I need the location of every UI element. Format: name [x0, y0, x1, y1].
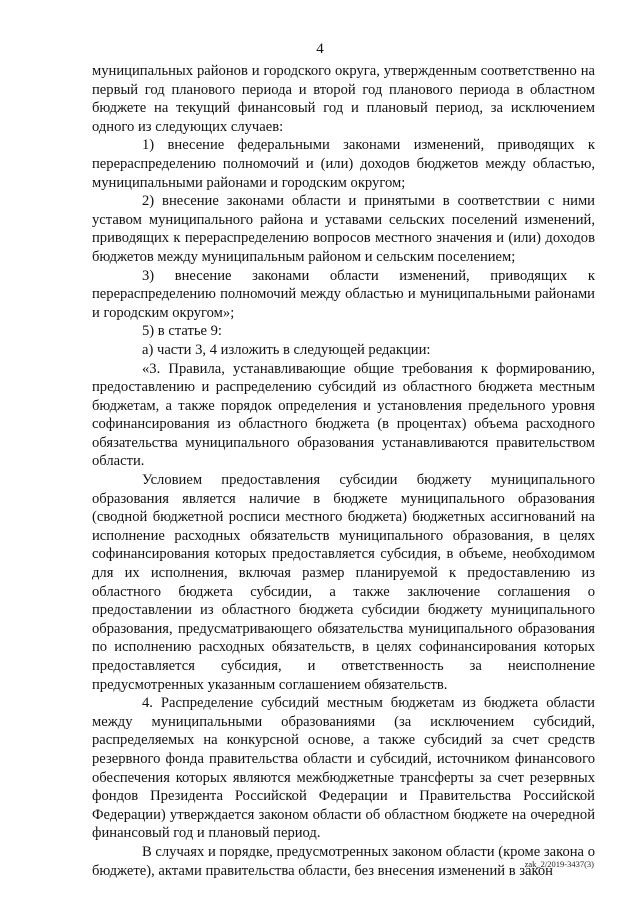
paragraph: муниципальных районов и городского округа, утвержденным соответственно на первый год планового периода и второй год планового периода в областном бюджете на текущий финансовый год и плановый период, за исключением одного из следующих случаев:: [92, 63, 595, 135]
document-code: zak_2/2019-3437(3): [524, 859, 594, 869]
paragraph: Условием предоставления субсидии бюджету муниципального образования является наличие в бюджете муниципального образования (сводной бюджетной росписи местного бюджета) бюджетных ассигнований на исполнение расходных обязательств муниципального образования, в целях софинансирования которых предоставляется субсидия, в объеме, необходимом для их исполнения, включая размер планируемой к предоставлению из областного бюджета субсидии, а также заключение соглашения о предоставлении из областного бюджета субсидии бюджету муниципального образования, предусматривающего обязательства муниципального образования по исполнению расходных обязательств, в целях софинансирования которых предоставляется субсидия, и ответственность за неисполнение предусмотренных указанным соглашением обязательств.: [92, 472, 595, 693]
page-number: 4: [316, 41, 324, 57]
paragraph: 5) в статье 9:: [142, 323, 222, 340]
paragraph: а) части 3, 4 изложить в следующей редакции:: [142, 341, 431, 358]
paragraph: 1) внесение федеральными законами изменений, приводящих к перераспределению полномочий и (или) доходов бюджетов между областью, муниципальными районами и городским округом;: [92, 137, 595, 191]
paragraph: 2) внесение законами области и принятыми в соответствии с ними уставом муниципального района и уставами сельских поселений изменений, приводящих к перераспределению вопросов местного значения и (или) доходов бюджетов между муниципальным районом и сельским поселением;: [92, 193, 595, 265]
document-body: [92, 62, 595, 880]
paragraph: В случаях и порядке, предусмотренных законом области (кроме закона о бюджете), актами правительства области, без внесения изменений в закон: [92, 843, 595, 879]
paragraph: «3. Правила, устанавливающие общие требования к формированию, предоставлению и распределению субсидий из областного бюджета местным бюджетам, а также порядок определения и установления предельного уровня софинансирования из областного бюджета (в процентах) объема расходного обязательства муниципального образования устанавливаются правительством области.: [92, 360, 595, 470]
paragraph: 4. Распределение субсидий местным бюджетам из бюджета области между муниципальными образованиями (за исключением субсидий, распределяемых на конкурсной основе, а также субсидий за счет средств резервного фонда правительства области и субсидий, источником финансового обеспечения которых являются межбюджетные трансферты за счет резервных фондов Президента Российской Федерации и Правительства Российской Федерации) утверждается законом области об областном бюджете на очередной финансовый год и плановый период.: [92, 695, 595, 842]
paragraph: 3) внесение законами области изменений, приводящих к перераспределению полномочий между областью и муниципальными районами и городским округом»;: [92, 267, 595, 321]
